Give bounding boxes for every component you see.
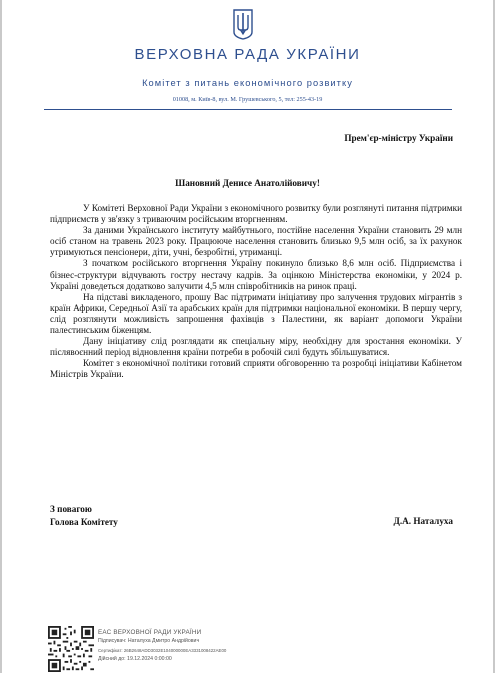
header-divider <box>44 109 452 110</box>
salutation: Шановний Денисе Анатолійовичу! <box>175 178 320 188</box>
recipient: Прем'єр-міністру України <box>344 133 453 143</box>
trident-emblem-icon <box>232 8 254 40</box>
paragraph: Комітет з економічної політики готовий сприяти обговоренню та розробці ініціативи Кабінетом Міністрів України. <box>50 358 462 380</box>
signer-name: Д.А. Наталуха <box>393 516 453 526</box>
paragraph: У Комітеті Верховної Ради України з економічного розвитку були розглянуті питання підтримки підприємств у зв'язку з триваючим російським вторгненням. <box>50 203 462 225</box>
paragraph: На підставі викладеного, прошу Вас підтримати ініціативу про залучення трудових мігрантів з країн Африки, Середньої Азії та арабських країн для підтримки національної економіки. В першу чергу, слід розглянути можливість запрошення фахівців з Палестини, як варіант допомоги України палестинським біженцям. <box>50 291 462 336</box>
paragraph: Дану ініціативу слід розглядати як спеціальну міру, необхідну для зростання економіки. У післявоєнний період відновлення країни потреби в робочій силі будуть збільшуватися. <box>50 336 462 358</box>
esig-valid-until: Дійсний до: 19.12.2024 0:00:00 <box>98 656 172 662</box>
electronic-signature-stamp <box>98 628 226 664</box>
paragraph: За даними Українського інституту майбутнього, постійне населення України становить 29 млн осіб станом на травень 2023 року. Працююче населення становить близько 9,5 млн осіб, за їх рахунок утримуються пенсіонери, діти, учні, безробітні, утриманці. <box>50 225 462 258</box>
paragraph: З початком російського вторгнення Україну покинуло близько 8,6 млн осіб. Підприємства і бізнес-структури відчувають гостру нестачу кадрів. За оцінкою Міністерства економіки, у 2024 р. Україні доведеться додатково залучити 4,5 млн співробітників на ринок праці. <box>50 258 462 291</box>
closing-regards: З повагою <box>50 504 92 514</box>
letter-body <box>50 203 462 381</box>
committee-address: 01008, м. Київ-8, вул. М. Грушевського, 5, тел: 255-43-19 <box>172 96 323 103</box>
qr-code-icon <box>48 626 94 672</box>
esig-title: ЕАС ВЕРХОВНОЇ РАДИ УКРАЇНИ <box>98 629 202 636</box>
closing-position: Голова Комітету <box>50 517 118 527</box>
esig-certificate: Сертифікат: 26B2648ADD3032E104000000EA3331008422AE00 <box>98 648 227 653</box>
esig-signer: Підписувач: Наталуха Дмитро Андрійович <box>98 638 200 644</box>
closing <box>50 503 118 529</box>
committee-name: Комітет з питань економічного розвитку <box>142 78 353 88</box>
parliament-title: ВЕРХОВНА РАДА УКРАЇНИ <box>134 46 361 63</box>
